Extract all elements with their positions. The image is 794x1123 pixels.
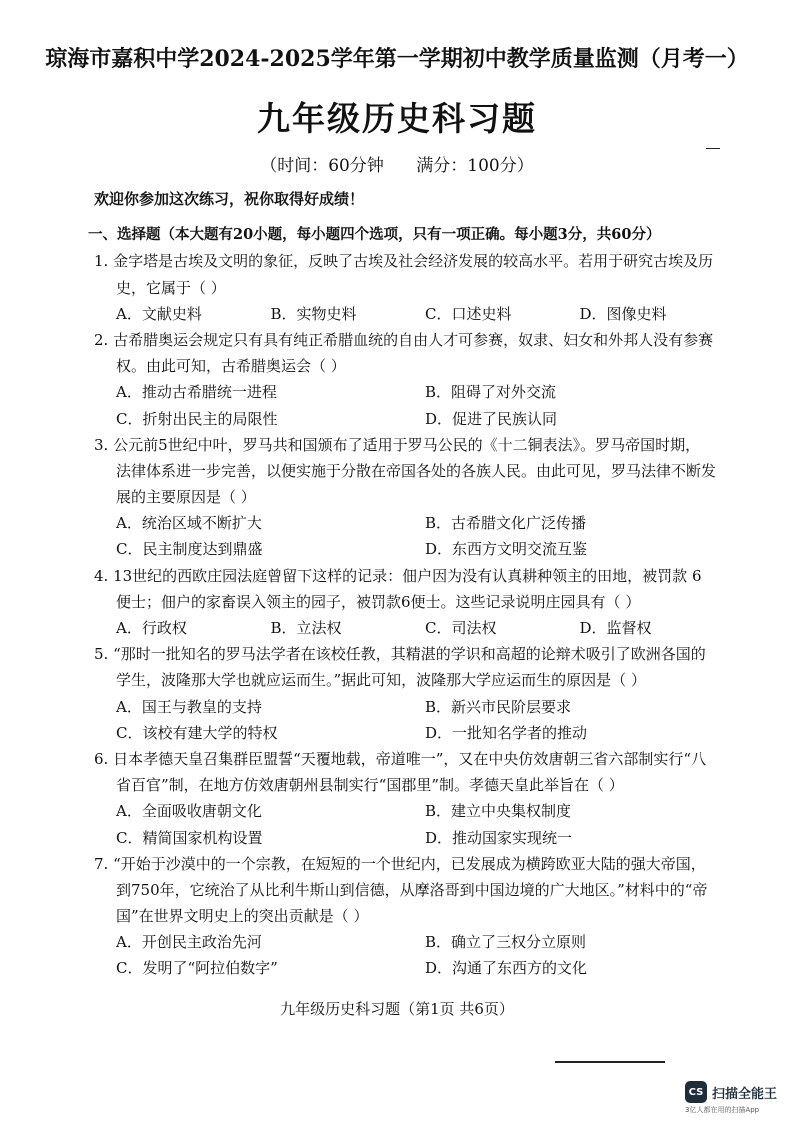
option-a: A．行政权 — [116, 619, 187, 637]
option-b: B．新兴市民阶层要求 — [425, 697, 572, 716]
scan-line-mark — [555, 1061, 665, 1063]
option-a: A．推动古希腊统一进程 — [116, 383, 277, 402]
option-b: B．立法权 — [270, 619, 342, 637]
question-stem: 6. 日本孝德天皇召集群臣盟誓“天覆地载，帝道唯一”，又在中央仿效唐朝三省六部制实行“八 — [94, 749, 707, 768]
question-stem: 到750年，它统治了从比利牛斯山到信德，从摩洛哥到中国边境的广大地区。”材料中的“帝 — [116, 880, 708, 899]
greeting: 欢迎你参加这次练习，祝你取得好成绩！ — [94, 190, 365, 208]
scanner-name: 扫描全能王 — [712, 1086, 778, 1102]
options-row — [94, 694, 734, 720]
scan-mark — [706, 148, 720, 149]
question-stem: 4. 13世纪的西欧庄园法庭曾留下这样的记录：佃户因为没有认真耕种领主的田地，被罚款 6 — [94, 566, 702, 585]
question — [94, 641, 734, 746]
question-stem: 展的主要原因是（ ） — [116, 488, 256, 507]
options-row — [94, 301, 734, 327]
options-row — [94, 720, 734, 746]
option-c: C．司法权 — [425, 619, 497, 637]
question-stem: 5. “那时一批知名的罗马法学者在该校任教，其精湛的学识和高超的论辩术吸引了欧洲各国的 — [94, 645, 706, 664]
option-a: A．国王与教皇的支持 — [116, 697, 262, 716]
page-footer: 九年级历史科习题（第1页 共6页） — [280, 1000, 514, 1018]
question-stem: 国”在世界文明史上的突出贡献是（ ） — [116, 907, 369, 926]
camscanner-icon: CS — [685, 1081, 707, 1103]
question — [94, 248, 734, 327]
exam-time-score: （时间：60分钟 满分：100分） — [260, 156, 534, 176]
question-stem: 2. 古希腊奥运会规定只有具有纯正希腊血统的自由人才可参赛，奴隶、妇女和外邦人没有参赛 — [94, 330, 714, 349]
options-row — [94, 929, 734, 955]
option-c: C．口述史料 — [425, 304, 512, 323]
option-a: A．统治区域不断扩大 — [116, 514, 262, 533]
option-c: C．该校有建大学的特权 — [116, 723, 278, 742]
option-b: B．实物史料 — [270, 304, 357, 323]
question — [94, 327, 734, 432]
question-stem: 学生，波隆那大学也就应运而生。”据此可知，波隆那大学应运而生的原因是（ ） — [116, 671, 646, 690]
option-d: D．推动国家实现统一 — [425, 828, 573, 847]
question-stem: 史，它属于（ ） — [116, 278, 226, 297]
question-stem: 3. 公元前5世纪中叶，罗马共和国颁布了适用于罗马公民的《十二铜表法》。罗马帝国时期， — [94, 435, 701, 454]
exam-title: 九年级历史科习题 — [257, 99, 537, 138]
options-row — [94, 798, 734, 824]
options-row — [94, 379, 734, 405]
option-b: B．建立中央集权制度 — [425, 802, 572, 821]
question-stem: 7. “开始于沙漠中的一个宗教，在短短的一个世纪内，已发展成为横跨欧亚大陆的强大帝国， — [94, 854, 706, 873]
question-area — [88, 186, 734, 982]
question — [94, 851, 734, 982]
options-row — [94, 825, 734, 851]
option-d: D．东西方文明交流互鉴 — [425, 540, 588, 559]
option-d: D．一批知名学者的推动 — [425, 723, 588, 742]
option-d: D．图像史料 — [579, 304, 667, 323]
question-stem: 法律体系进一步完善，以便实施于分散在帝国各处的各族人民。由此可见，罗马法律不断发 — [116, 461, 717, 480]
options-row — [94, 615, 734, 641]
options-row — [94, 536, 734, 562]
question — [94, 432, 734, 563]
question — [94, 746, 734, 851]
options-row — [94, 510, 734, 536]
section-heading: 一、选择题（本大题有20小题，每小题四个选项，只有一项正确。每小题3分，共60分） — [88, 226, 661, 244]
option-a: A．开创民主政治先河 — [116, 933, 262, 952]
scanner-watermark — [685, 1081, 777, 1103]
options-row — [94, 955, 734, 981]
option-b: B．古希腊文化广泛传播 — [425, 514, 587, 533]
option-d: D．沟通了东西方的文化 — [425, 959, 588, 978]
question-stem: 省百官”制，在地方仿效唐朝州县制实行“国郡里”制。孝德天皇此举旨在（ ） — [116, 776, 624, 795]
option-c: C．发明了“阿拉伯数字” — [116, 959, 278, 978]
question — [94, 563, 734, 642]
option-c: C．民主制度达到鼎盛 — [116, 540, 263, 559]
option-a: A．文献史料 — [116, 304, 202, 323]
option-b: B．阻碍了对外交流 — [425, 383, 557, 402]
options-row — [94, 406, 734, 432]
school-exam-header: 琼海市嘉积中学2024-2025学年第一学期初中教学质量监测（月考一） — [45, 46, 749, 72]
question-stem: 便士；佃户的家畜误入领主的园子，被罚款6便士。这些记录说明庄园具有（ ） — [116, 592, 641, 611]
option-c: C．折射出民主的局限性 — [116, 409, 278, 428]
option-d: D．促进了民族认同 — [425, 409, 558, 428]
option-a: A．全面吸收唐朝文化 — [116, 802, 262, 821]
option-b: B．确立了三权分立原则 — [425, 933, 587, 952]
question-stem: 1. 金字塔是古埃及文明的象征，反映了古埃及社会经济发展的较高水平。若用于研究古埃及历 — [94, 252, 714, 271]
scanner-tagline: 3亿人都在用的扫描App — [685, 1106, 760, 1114]
option-c: C．精简国家机构设置 — [116, 828, 263, 847]
option-d: D．监督权 — [579, 619, 652, 637]
question-stem: 权。由此可知，古希腊奥运会（ ） — [116, 357, 346, 376]
